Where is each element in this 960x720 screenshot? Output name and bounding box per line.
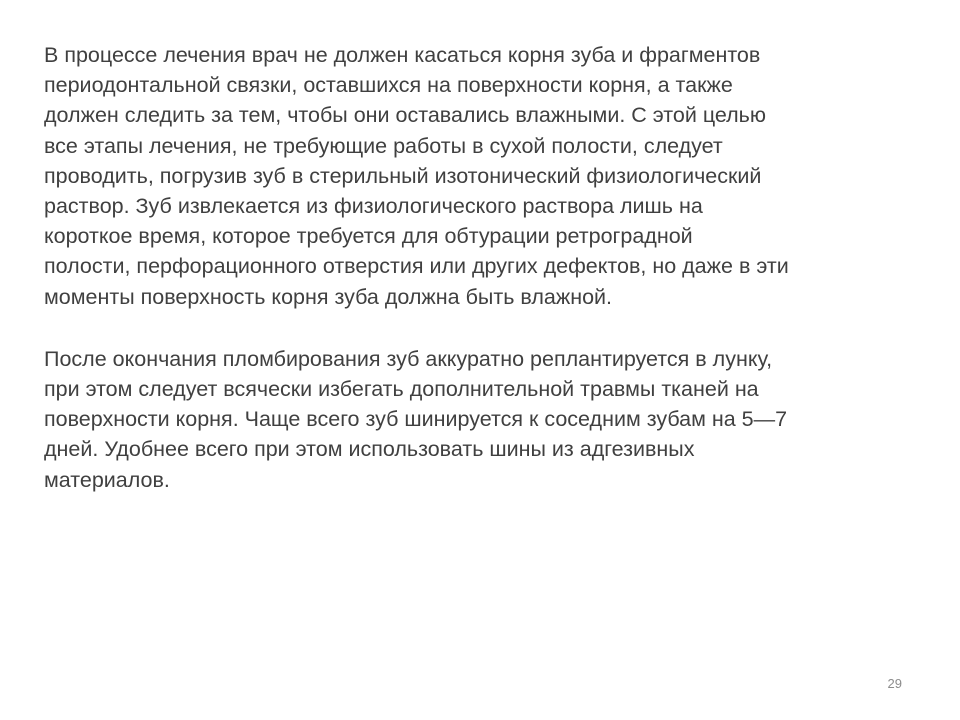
text-line: дней. Удобнее всего при этом использовать шины из адгезивных <box>44 437 695 462</box>
text-line: После окончания пломбирования зуб аккуратно реплантируется в лунку, <box>44 346 773 371</box>
text-line: при этом следует всячески избегать дополнительной травмы тканей на <box>44 377 759 402</box>
text-line: раствор. Зуб извлекается из физиологического раствора лишь на <box>44 194 703 219</box>
slide-number: 29 <box>887 676 902 691</box>
paragraph-treatment <box>44 40 904 312</box>
text-line: материалов. <box>44 467 170 492</box>
text-line: должен следить за тем, чтобы они оставались влажными. С этой целью <box>44 103 767 128</box>
text-line: полости, перфорационного отверстия или других дефектов, но даже в эти <box>44 254 789 279</box>
text-line: все этапы лечения, не требующие работы в сухой полости, следует <box>44 133 723 158</box>
text-line: проводить, погрузив зуб в стерильный изотонический физиологический <box>44 163 762 188</box>
text-line: короткое время, которое требуется для обтурации ретроградной <box>44 224 693 249</box>
slide-body <box>44 40 904 495</box>
text-line: периодонтальной связки, оставшихся на поверхности корня, а также <box>44 73 733 98</box>
text-line: поверхности корня. Чаще всего зуб шинируется к соседним зубам на 5—7 <box>44 407 788 432</box>
text-line: моменты поверхность корня зуба должна быть влажной. <box>44 284 613 309</box>
text-line: В процессе лечения врач не должен касаться корня зуба и фрагментов <box>44 43 761 67</box>
paragraph-replantation <box>44 344 904 495</box>
